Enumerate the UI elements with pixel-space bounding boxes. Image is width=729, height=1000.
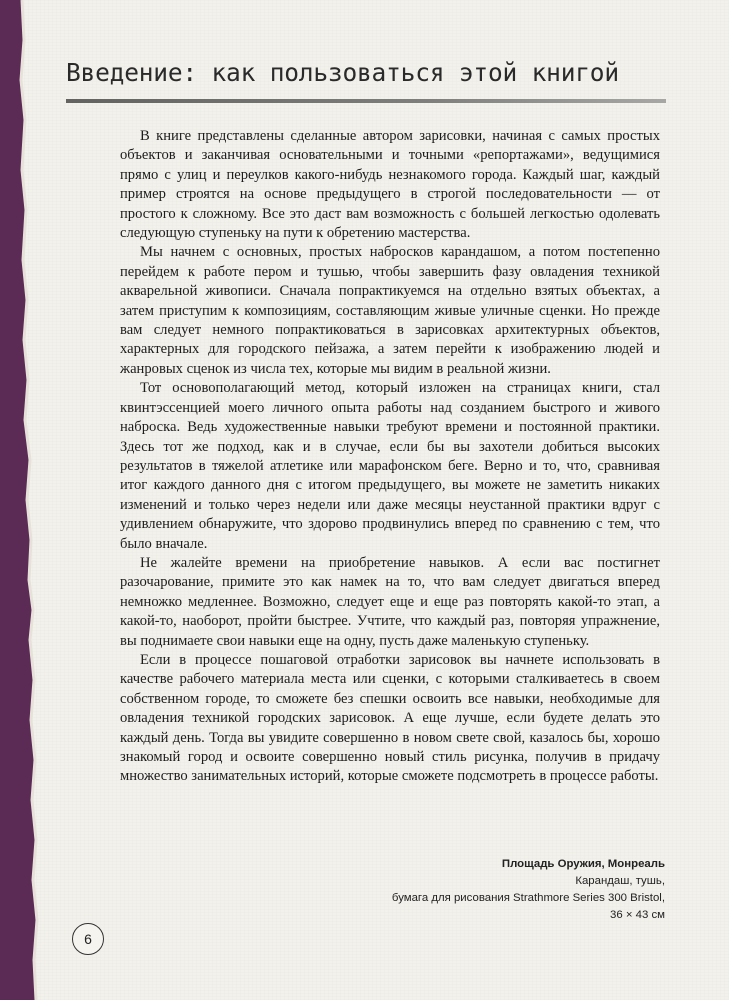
paragraph: Не жалейте времени на приобретение навыков. А если вас постигнет разочарование, примите это как намек на то, что вам следует двигаться вперед немножко медленнее. Возможно, следует еще и еще раз повторять какой-то этап, а какой-то, наоборот, пройти быстрее. Учтите, что каждый раз, повторяя упражнение, вы поднимаете свои навыки еще на одну, пусть даже маленькую ступеньку. [120, 554, 660, 649]
illustration-caption [305, 856, 665, 924]
caption-line: Карандаш, тушь, [575, 875, 665, 887]
page-number: 6 [72, 923, 104, 955]
paragraph: Мы начнем с основных, простых набросков карандашом, а потом постепенно перейдем к работе пером и тушью, чтобы завершить фазу овладения техникой акварельной живописи. Сначала попрактикуемся на отдельно взятых объектах, а затем приступим к композициям, составляющим живые уличные сценки. Но прежде вам следует немного попрактиковаться в зарисовках архитектурных объектов, характерных для городского пейзажа, а затем перейти к изображению людей и жанровых сценок из числа тех, которые мы видим в реальной жизни. [120, 244, 660, 377]
body-text [120, 127, 660, 787]
page-title: Введение: как пользоваться этой книгой [66, 58, 619, 87]
caption-line: бумага для рисования Strathmore Series 300 Bristol, [391, 892, 665, 904]
title-underline [66, 99, 666, 103]
torn-paper-edge-decoration [0, 0, 40, 1000]
paragraph: Тот основополагающий метод, который изложен на страницах книги, стал квинтэссенцией моего личного опыта работы над созданием быстрого и живого наброска. Ведь художественные навыки требуют времени и постоянной практики. Здесь тот же подход, как и в случае, если бы вы захотели добиться высоких результатов в тяжелой атлетике или марафонском беге. Верно и то, что, сравнивая итог каждого данного дня с итогом предыдущего, вы можете не заметить никаких изменений и только через недели или даже месяцы неустанной практики вдруг с удивлением обнаружите, что здорово продвинулись вперед по сравнению с тем, что было вначале. [120, 380, 660, 552]
paragraph: Если в процессе пошаговой отработки зарисовок вы начнете использовать в качестве рабочего материала места или сценки, с которыми сталкиваетесь в своем собственном городе, то сможете без спешки освоить все навыки, необходимые для овладения техникой городских зарисовок. А еще лучше, если будете делать это каждый день. Тогда вы увидите совершенно в новом свете свой, казалось бы, хорошо знакомый город и освоите совершенно новый стиль рисунка, получив в придачу множество занимательных историй, которые сможете подсмотреть в процессе работы. [120, 651, 660, 785]
caption-line: 36 × 43 см [609, 909, 665, 921]
caption-title: Площадь Оружия, Монреаль [501, 858, 665, 870]
paragraph: В книге представлены сделанные автором зарисовки, начиная с самых простых объектов и заканчивая основательными и точными «репортажами», ведущимися прямо с улиц и переулков какого-нибудь незнакомого города. Каждый шаг, каждый пример строятся на основе предыдущего в строгой последовательности — от простого к сложному. Все это даст вам возможность с большей легкостью одолевать следующую ступеньку на пути к обретению мастерства. [120, 128, 660, 242]
